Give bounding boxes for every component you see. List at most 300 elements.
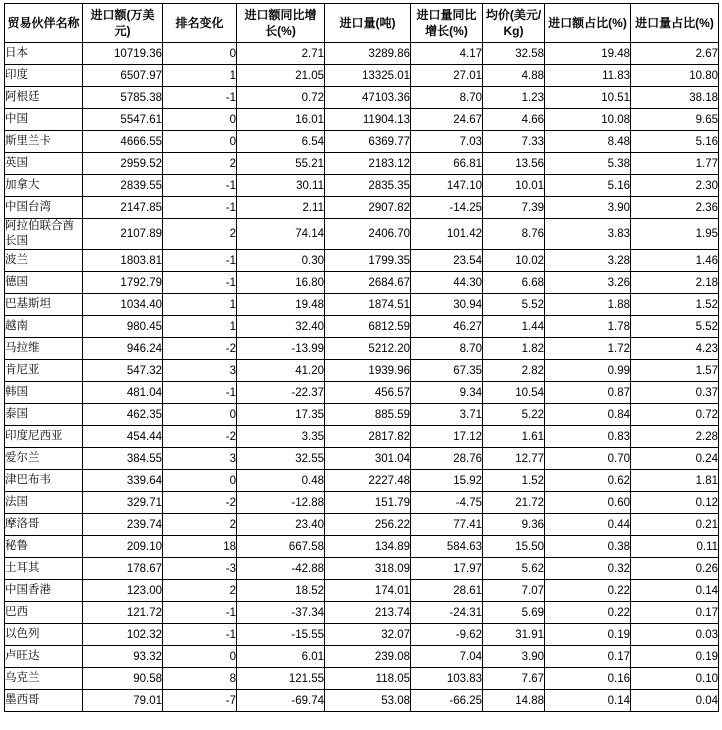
table-row: [5, 536, 719, 558]
cell-partner-name: 英国: [5, 153, 83, 175]
cell-value: 0.84: [545, 404, 631, 426]
cell-value: 0.99: [545, 360, 631, 382]
cell-value: 5785.38: [83, 87, 163, 109]
cell-value: -13.99: [237, 338, 325, 360]
cell-value: 301.04: [325, 448, 411, 470]
cell-value: 3.90: [483, 646, 545, 668]
cell-value: -1: [163, 175, 237, 197]
cell-value: 1.78: [545, 316, 631, 338]
cell-value: 9.34: [411, 382, 483, 404]
cell-value: 46.27: [411, 316, 483, 338]
cell-value: 12.77: [483, 448, 545, 470]
cell-value: 7.04: [411, 646, 483, 668]
cell-value: 0.10: [631, 668, 719, 690]
cell-value: 4.66: [483, 109, 545, 131]
cell-value: 10.54: [483, 382, 545, 404]
cell-value: 5.62: [483, 558, 545, 580]
cell-value: 0.03: [631, 624, 719, 646]
cell-value: 1.52: [483, 470, 545, 492]
cell-value: 1.77: [631, 153, 719, 175]
cell-value: 547.32: [83, 360, 163, 382]
cell-value: 0.11: [631, 536, 719, 558]
cell-value: 90.58: [83, 668, 163, 690]
cell-value: 2227.48: [325, 470, 411, 492]
table-row: [5, 624, 719, 646]
cell-partner-name: 巴西: [5, 602, 83, 624]
cell-value: 2107.89: [83, 219, 163, 250]
cell-value: 0.24: [631, 448, 719, 470]
cell-value: 462.35: [83, 404, 163, 426]
cell-value: 10.01: [483, 175, 545, 197]
cell-partner-name: 秘鲁: [5, 536, 83, 558]
cell-value: 0: [163, 470, 237, 492]
cell-value: 32.07: [325, 624, 411, 646]
cell-value: 30.11: [237, 175, 325, 197]
cell-value: 74.14: [237, 219, 325, 250]
cell-value: 2839.55: [83, 175, 163, 197]
cell-value: 0: [163, 109, 237, 131]
cell-value: 5.38: [545, 153, 631, 175]
cell-value: 19.48: [545, 43, 631, 65]
cell-value: -37.34: [237, 602, 325, 624]
table-row: [5, 668, 719, 690]
cell-value: 2: [163, 580, 237, 602]
cell-value: 10.51: [545, 87, 631, 109]
cell-value: 0.38: [545, 536, 631, 558]
cell-value: 1: [163, 65, 237, 87]
cell-value: 147.10: [411, 175, 483, 197]
cell-value: 0.70: [545, 448, 631, 470]
table-row: [5, 426, 719, 448]
cell-value: 456.57: [325, 382, 411, 404]
cell-partner-name: 越南: [5, 316, 83, 338]
cell-value: 0.72: [631, 404, 719, 426]
cell-partner-name: 以色列: [5, 624, 83, 646]
cell-value: 4.23: [631, 338, 719, 360]
table-body: [5, 43, 719, 712]
table-row: [5, 492, 719, 514]
cell-value: 10.02: [483, 250, 545, 272]
cell-value: 1.81: [631, 470, 719, 492]
cell-value: 1: [163, 294, 237, 316]
cell-value: 2: [163, 514, 237, 536]
cell-value: 6.01: [237, 646, 325, 668]
cell-value: 1.57: [631, 360, 719, 382]
cell-value: -1: [163, 250, 237, 272]
cell-value: 980.45: [83, 316, 163, 338]
cell-value: 2.67: [631, 43, 719, 65]
cell-value: -22.37: [237, 382, 325, 404]
cell-value: 21.05: [237, 65, 325, 87]
cell-value: 256.22: [325, 514, 411, 536]
cell-value: 5.52: [631, 316, 719, 338]
cell-value: 7.67: [483, 668, 545, 690]
cell-value: 0: [163, 43, 237, 65]
table-row: [5, 646, 719, 668]
cell-value: 0.19: [545, 624, 631, 646]
cell-value: 0.16: [545, 668, 631, 690]
cell-value: 0.14: [631, 580, 719, 602]
cell-value: -24.31: [411, 602, 483, 624]
cell-value: -1: [163, 272, 237, 294]
cell-value: 15.92: [411, 470, 483, 492]
column-header-unit-price: 均价(美元/Kg): [483, 4, 545, 43]
cell-value: 15.50: [483, 536, 545, 558]
table-row: [5, 514, 719, 536]
cell-value: 5547.61: [83, 109, 163, 131]
cell-value: 121.55: [237, 668, 325, 690]
cell-value: 10719.36: [83, 43, 163, 65]
table-row: [5, 470, 719, 492]
column-header-import-volume-growth: 进口量同比增长(%): [411, 4, 483, 43]
cell-value: 11.83: [545, 65, 631, 87]
cell-partner-name: 爱尔兰: [5, 448, 83, 470]
table-row: [5, 360, 719, 382]
cell-value: 8: [163, 668, 237, 690]
cell-value: 6.68: [483, 272, 545, 294]
cell-value: 2.30: [631, 175, 719, 197]
cell-partner-name: 阿拉伯联合酋长国: [5, 219, 83, 250]
cell-value: -69.74: [237, 690, 325, 712]
table-row: [5, 153, 719, 175]
cell-value: 1939.96: [325, 360, 411, 382]
cell-value: 329.71: [83, 492, 163, 514]
cell-value: 5212.20: [325, 338, 411, 360]
cell-value: 3.71: [411, 404, 483, 426]
column-header-import-value-share: 进口额占比(%): [545, 4, 631, 43]
cell-value: 6507.97: [83, 65, 163, 87]
cell-value: 7.03: [411, 131, 483, 153]
cell-value: 6.54: [237, 131, 325, 153]
cell-value: 5.16: [545, 175, 631, 197]
cell-value: -1: [163, 197, 237, 219]
cell-value: 1803.81: [83, 250, 163, 272]
cell-value: 67.35: [411, 360, 483, 382]
cell-value: -14.25: [411, 197, 483, 219]
cell-value: 0.32: [545, 558, 631, 580]
cell-value: 21.72: [483, 492, 545, 514]
cell-value: 2.36: [631, 197, 719, 219]
table-row: [5, 197, 719, 219]
cell-partner-name: 卢旺达: [5, 646, 83, 668]
cell-partner-name: 泰国: [5, 404, 83, 426]
table-row: [5, 558, 719, 580]
cell-value: 1792.79: [83, 272, 163, 294]
cell-value: 1874.51: [325, 294, 411, 316]
cell-value: 0.26: [631, 558, 719, 580]
column-header-import-value-growth: 进口额同比增长(%): [237, 4, 325, 43]
table-header-row: [5, 4, 719, 43]
cell-value: 1.72: [545, 338, 631, 360]
cell-value: -4.75: [411, 492, 483, 514]
cell-value: 77.41: [411, 514, 483, 536]
cell-value: 0.72: [237, 87, 325, 109]
cell-value: 8.70: [411, 87, 483, 109]
cell-value: 2406.70: [325, 219, 411, 250]
cell-value: 4.17: [411, 43, 483, 65]
table-row: [5, 404, 719, 426]
cell-partner-name: 中国: [5, 109, 83, 131]
cell-value: 3.83: [545, 219, 631, 250]
cell-value: 24.67: [411, 109, 483, 131]
cell-value: 7.39: [483, 197, 545, 219]
cell-value: 16.01: [237, 109, 325, 131]
column-header-import-volume: 进口量(吨): [325, 4, 411, 43]
cell-value: 209.10: [83, 536, 163, 558]
cell-value: 8.48: [545, 131, 631, 153]
cell-value: 0.87: [545, 382, 631, 404]
table-row: [5, 250, 719, 272]
cell-value: -2: [163, 492, 237, 514]
cell-partner-name: 日本: [5, 43, 83, 65]
cell-value: -1: [163, 382, 237, 404]
cell-value: 16.80: [237, 272, 325, 294]
cell-value: 3: [163, 360, 237, 382]
cell-value: 667.58: [237, 536, 325, 558]
cell-partner-name: 乌克兰: [5, 668, 83, 690]
cell-value: 1.82: [483, 338, 545, 360]
cell-value: 239.74: [83, 514, 163, 536]
cell-value: 0.17: [545, 646, 631, 668]
cell-value: 4666.55: [83, 131, 163, 153]
table-row: [5, 272, 719, 294]
cell-value: -12.88: [237, 492, 325, 514]
cell-value: 101.42: [411, 219, 483, 250]
cell-value: 2: [163, 219, 237, 250]
table-header: [5, 4, 719, 43]
cell-partner-name: 巴基斯坦: [5, 294, 83, 316]
cell-value: 3.28: [545, 250, 631, 272]
cell-value: 0: [163, 131, 237, 153]
cell-partner-name: 马拉维: [5, 338, 83, 360]
cell-value: 14.88: [483, 690, 545, 712]
cell-value: 5.69: [483, 602, 545, 624]
cell-value: 2: [163, 153, 237, 175]
cell-value: 0.14: [545, 690, 631, 712]
cell-value: 10.08: [545, 109, 631, 131]
cell-value: 0.30: [237, 250, 325, 272]
cell-partner-name: 肯尼亚: [5, 360, 83, 382]
cell-value: 8.70: [411, 338, 483, 360]
table-row: [5, 602, 719, 624]
cell-value: 0.19: [631, 646, 719, 668]
cell-value: -15.55: [237, 624, 325, 646]
cell-partner-name: 津巴布韦: [5, 470, 83, 492]
cell-value: 1.52: [631, 294, 719, 316]
cell-value: 17.12: [411, 426, 483, 448]
cell-value: 4.88: [483, 65, 545, 87]
cell-value: 584.63: [411, 536, 483, 558]
cell-value: 41.20: [237, 360, 325, 382]
column-header-partner-name: 贸易伙伴名称: [5, 4, 83, 43]
cell-value: 0: [163, 404, 237, 426]
cell-value: 1: [163, 316, 237, 338]
cell-value: 38.18: [631, 87, 719, 109]
cell-value: 0.17: [631, 602, 719, 624]
cell-value: 13.56: [483, 153, 545, 175]
cell-value: 121.72: [83, 602, 163, 624]
cell-value: -2: [163, 338, 237, 360]
cell-value: 27.01: [411, 65, 483, 87]
cell-value: 28.61: [411, 580, 483, 602]
cell-value: 17.97: [411, 558, 483, 580]
cell-value: 7.07: [483, 580, 545, 602]
table-row: [5, 219, 719, 250]
table-row: [5, 338, 719, 360]
table-row: [5, 580, 719, 602]
cell-partner-name: 中国香港: [5, 580, 83, 602]
cell-value: -42.88: [237, 558, 325, 580]
cell-value: 9.36: [483, 514, 545, 536]
cell-value: 213.74: [325, 602, 411, 624]
cell-value: -1: [163, 87, 237, 109]
cell-value: 32.58: [483, 43, 545, 65]
cell-value: 1799.35: [325, 250, 411, 272]
table-row: [5, 690, 719, 712]
cell-partner-name: 印度尼西亚: [5, 426, 83, 448]
cell-value: 2817.82: [325, 426, 411, 448]
cell-value: 32.40: [237, 316, 325, 338]
cell-value: 0.83: [545, 426, 631, 448]
cell-value: 103.83: [411, 668, 483, 690]
cell-partner-name: 波兰: [5, 250, 83, 272]
cell-value: 2.18: [631, 272, 719, 294]
cell-value: 1.23: [483, 87, 545, 109]
cell-value: 11904.13: [325, 109, 411, 131]
cell-value: 2.11: [237, 197, 325, 219]
cell-value: -1: [163, 602, 237, 624]
cell-value: 134.89: [325, 536, 411, 558]
cell-partner-name: 摩洛哥: [5, 514, 83, 536]
column-header-import-value: 进口额(万美元): [83, 4, 163, 43]
cell-value: 66.81: [411, 153, 483, 175]
cell-value: 481.04: [83, 382, 163, 404]
cell-partner-name: 韩国: [5, 382, 83, 404]
cell-value: 1.61: [483, 426, 545, 448]
cell-value: 384.55: [83, 448, 163, 470]
cell-value: 9.65: [631, 109, 719, 131]
cell-value: 3.26: [545, 272, 631, 294]
cell-value: 0.12: [631, 492, 719, 514]
cell-partner-name: 印度: [5, 65, 83, 87]
cell-value: -9.62: [411, 624, 483, 646]
cell-value: 1.88: [545, 294, 631, 316]
cell-value: 0.37: [631, 382, 719, 404]
cell-value: 0.44: [545, 514, 631, 536]
cell-value: 946.24: [83, 338, 163, 360]
cell-partner-name: 墨西哥: [5, 690, 83, 712]
cell-value: 23.40: [237, 514, 325, 536]
cell-value: 44.30: [411, 272, 483, 294]
cell-value: -66.25: [411, 690, 483, 712]
cell-value: 2183.12: [325, 153, 411, 175]
cell-value: 3: [163, 448, 237, 470]
cell-value: 19.48: [237, 294, 325, 316]
cell-value: 0.21: [631, 514, 719, 536]
cell-value: 151.79: [325, 492, 411, 514]
cell-value: 6369.77: [325, 131, 411, 153]
table-row: [5, 448, 719, 470]
cell-value: 0.22: [545, 602, 631, 624]
cell-value: 178.67: [83, 558, 163, 580]
cell-value: -1: [163, 624, 237, 646]
cell-value: 6812.59: [325, 316, 411, 338]
cell-value: 2959.52: [83, 153, 163, 175]
table-row: [5, 65, 719, 87]
table-row: [5, 131, 719, 153]
cell-value: 0.04: [631, 690, 719, 712]
table-row: [5, 316, 719, 338]
cell-value: 10.80: [631, 65, 719, 87]
cell-partner-name: 土耳其: [5, 558, 83, 580]
cell-value: 239.08: [325, 646, 411, 668]
cell-value: 7.33: [483, 131, 545, 153]
cell-value: 28.76: [411, 448, 483, 470]
trade-partners-table: [4, 3, 719, 712]
table-row: [5, 87, 719, 109]
cell-value: 18.52: [237, 580, 325, 602]
cell-value: 123.00: [83, 580, 163, 602]
cell-value: 23.54: [411, 250, 483, 272]
cell-value: 53.08: [325, 690, 411, 712]
cell-value: 0.60: [545, 492, 631, 514]
cell-value: 3.90: [545, 197, 631, 219]
cell-partner-name: 加拿大: [5, 175, 83, 197]
table-row: [5, 294, 719, 316]
cell-value: 47103.36: [325, 87, 411, 109]
cell-partner-name: 斯里兰卡: [5, 131, 83, 153]
cell-value: 0.48: [237, 470, 325, 492]
cell-value: 2907.82: [325, 197, 411, 219]
table-row: [5, 109, 719, 131]
cell-value: 318.09: [325, 558, 411, 580]
cell-value: 339.64: [83, 470, 163, 492]
cell-value: -3: [163, 558, 237, 580]
table-row: [5, 382, 719, 404]
cell-value: 2.82: [483, 360, 545, 382]
cell-value: 8.76: [483, 219, 545, 250]
cell-value: 3.35: [237, 426, 325, 448]
cell-value: 454.44: [83, 426, 163, 448]
cell-value: -7: [163, 690, 237, 712]
column-header-rank-change: 排名变化: [163, 4, 237, 43]
cell-value: 5.52: [483, 294, 545, 316]
cell-value: 55.21: [237, 153, 325, 175]
cell-value: 32.55: [237, 448, 325, 470]
table-row: [5, 43, 719, 65]
cell-value: 2147.85: [83, 197, 163, 219]
cell-value: 1.95: [631, 219, 719, 250]
cell-value: 30.94: [411, 294, 483, 316]
cell-value: 0.22: [545, 580, 631, 602]
cell-value: 93.32: [83, 646, 163, 668]
cell-partner-name: 中国台湾: [5, 197, 83, 219]
cell-value: 1034.40: [83, 294, 163, 316]
cell-value: 5.16: [631, 131, 719, 153]
cell-value: 31.91: [483, 624, 545, 646]
cell-value: 0: [163, 646, 237, 668]
cell-value: 2.71: [237, 43, 325, 65]
cell-value: 5.22: [483, 404, 545, 426]
cell-value: 2684.67: [325, 272, 411, 294]
cell-value: 2.28: [631, 426, 719, 448]
cell-value: 885.59: [325, 404, 411, 426]
cell-value: 79.01: [83, 690, 163, 712]
cell-value: 2835.35: [325, 175, 411, 197]
cell-value: 17.35: [237, 404, 325, 426]
cell-value: 102.32: [83, 624, 163, 646]
cell-partner-name: 法国: [5, 492, 83, 514]
